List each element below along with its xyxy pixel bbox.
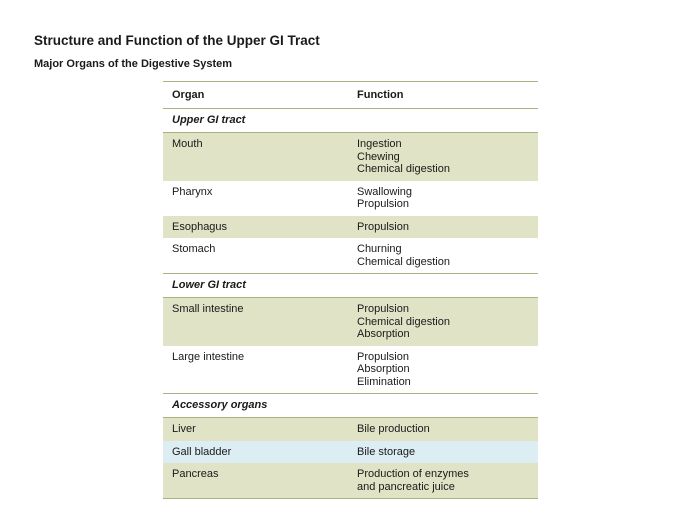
organ-cell: Esophagus xyxy=(163,216,348,239)
function-item: Chewing xyxy=(357,150,400,163)
organ-cell: Gall bladder xyxy=(163,441,348,464)
section-label: Accessory organs xyxy=(163,394,538,418)
function-item: Production of enzymes xyxy=(357,468,469,480)
organ-cell: Large intestine xyxy=(172,350,245,363)
section-label: Lower GI tract xyxy=(163,274,538,298)
function-cell xyxy=(348,346,538,394)
organ-cell: Pancreas xyxy=(163,463,348,499)
function-item: Absorption xyxy=(357,363,410,375)
table-row xyxy=(163,346,538,394)
page-title: Structure and Function of the Upper GI Tract xyxy=(34,33,320,48)
function-item: Chemical digestion xyxy=(357,255,450,268)
function-item: Propulsion xyxy=(357,220,409,233)
table-row xyxy=(163,181,538,216)
function-cell xyxy=(348,181,538,216)
function-cell xyxy=(348,238,538,274)
table-row xyxy=(163,238,538,274)
function-cell xyxy=(348,133,538,181)
organ-cell: Pharynx xyxy=(172,185,213,198)
section-label: Upper GI tract xyxy=(163,109,538,133)
section-row-lower-gi xyxy=(163,274,538,298)
function-item: Propulsion xyxy=(357,303,409,315)
function-item: Chemical digestion xyxy=(357,163,450,175)
function-cell xyxy=(348,463,538,499)
digestive-organs-table xyxy=(163,81,538,499)
function-item: Chemical digestion xyxy=(357,315,450,328)
function-item: Ingestion xyxy=(357,138,402,150)
section-row-upper-gi xyxy=(163,109,538,133)
function-item: Bile storage xyxy=(357,445,416,458)
function-item: Swallowing xyxy=(357,185,413,198)
function-item: Propulsion xyxy=(357,350,409,363)
function-column-header: Function xyxy=(357,88,404,101)
organ-cell: Liver xyxy=(163,418,348,441)
table-row xyxy=(163,298,538,346)
function-item: Bile production xyxy=(357,423,430,435)
table-row xyxy=(163,133,538,181)
table-row xyxy=(163,418,538,441)
function-item: and pancreatic juice xyxy=(357,480,455,493)
page-subtitle: Major Organs of the Digestive System xyxy=(34,58,233,70)
organ-cell: Stomach xyxy=(172,243,216,255)
table-row-highlighted xyxy=(163,441,538,464)
function-item: Elimination xyxy=(357,375,411,388)
organ-column-header: Organ xyxy=(172,88,205,101)
organ-cell: Mouth xyxy=(163,133,348,181)
function-cell xyxy=(348,216,538,239)
table-header-row xyxy=(163,82,538,109)
table-row xyxy=(163,463,538,499)
organ-cell: Small intestine xyxy=(163,298,348,346)
function-cell xyxy=(348,298,538,346)
function-item: Propulsion xyxy=(357,198,409,210)
function-item: Churning xyxy=(357,243,402,255)
function-cell xyxy=(348,418,538,441)
section-row-accessory xyxy=(163,394,538,418)
function-item: Absorption xyxy=(357,328,410,340)
table-row xyxy=(163,216,538,239)
function-cell xyxy=(348,441,538,464)
